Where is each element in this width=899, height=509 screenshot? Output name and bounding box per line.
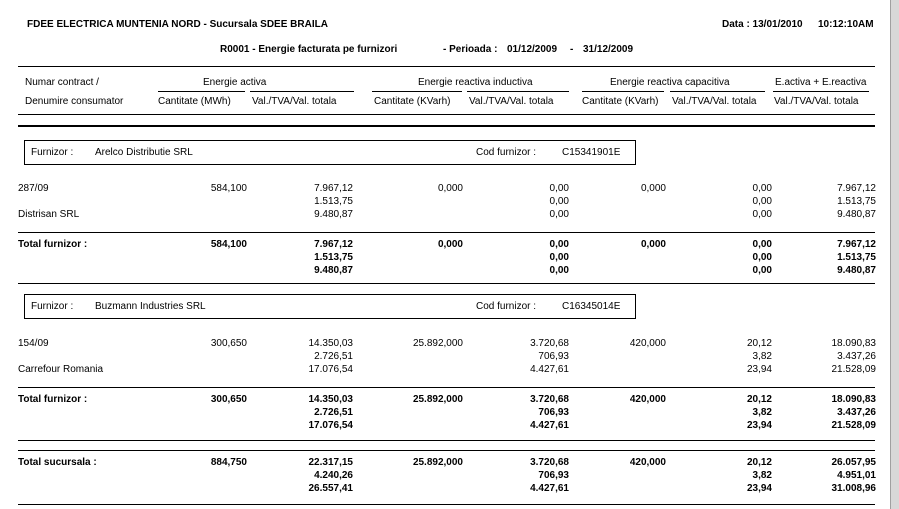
supplier-code-label: Cod furnizor : <box>476 301 537 312</box>
subtotal-inductive-total: 0,00 <box>549 265 569 276</box>
supplier-box-1 <box>24 140 636 165</box>
branch-total-label: Total sucursala : <box>18 457 97 468</box>
qty-inductive: 25.892,000 <box>412 338 463 349</box>
capacitive-vat: 3,82 <box>752 351 772 362</box>
capacitive-value: 20,12 <box>746 338 772 349</box>
branch-divider <box>18 450 875 451</box>
qty-capacitive: 0,000 <box>640 183 666 194</box>
branch-qty-inductive: 25.892,000 <box>412 457 463 468</box>
inductive-total: 4.427,61 <box>530 364 569 375</box>
qty-active: 584,100 <box>210 183 247 194</box>
subtotal-inductive-value: 0,00 <box>549 239 569 250</box>
branch-grand-vat: 4.951,01 <box>837 470 876 481</box>
period-separator: - <box>570 44 574 55</box>
supplier-name: Buzmann Industries SRL <box>95 301 206 312</box>
subtotal-capacitive-value: 0,00 <box>752 239 772 250</box>
inductive-value: 0,00 <box>549 183 569 194</box>
subtotal-divider <box>18 232 875 233</box>
branch-active-vat: 4.240,26 <box>314 470 353 481</box>
column-group-total: E.activa + E.reactiva <box>775 77 867 88</box>
branch-active-value: 22.317,15 <box>308 457 353 468</box>
subtotal-active-vat: 2.726,51 <box>314 407 353 418</box>
supplier-code: C16345014E <box>562 301 621 312</box>
subtotal-inductive-value: 3.720,68 <box>530 394 569 405</box>
underline-qty-capacitive <box>582 91 664 92</box>
report-title: R0001 - Energie facturata pe furnizori <box>220 44 398 55</box>
column-group-active: Energie activa <box>203 77 267 88</box>
supplier-name: Arelco Distributie SRL <box>95 147 193 158</box>
underline-val-total <box>773 91 869 92</box>
subtotal-grand-total: 9.480,87 <box>837 265 876 276</box>
underline-qty-inductive <box>372 91 462 92</box>
column-group-inductive: Energie reactiva inductiva <box>418 77 533 88</box>
column-qty-capacitive: Cantitate (KVarh) <box>582 96 659 107</box>
subtotal-active-total: 9.480,87 <box>314 265 353 276</box>
supplier-code: C15341901E <box>562 147 621 158</box>
underline-val-inductive <box>467 91 569 92</box>
capacitive-vat: 0,00 <box>752 196 772 207</box>
subtotal-qty-active: 300,650 <box>210 394 247 405</box>
subtotal-capacitive-total: 23,94 <box>746 420 772 431</box>
qty-active: 300,650 <box>210 338 247 349</box>
qty-capacitive: 420,000 <box>629 338 666 349</box>
consumer-name: Distrisan SRL <box>18 209 80 220</box>
inductive-total: 0,00 <box>549 209 569 220</box>
branch-divider-top <box>18 440 875 441</box>
period-to: 31/12/2009 <box>583 44 634 55</box>
underline-val-active <box>250 91 354 92</box>
branch-inductive-total: 4.427,61 <box>530 483 569 494</box>
branch-inductive-value: 3.720,68 <box>530 457 569 468</box>
capacitive-total: 23,94 <box>746 364 772 375</box>
supplier-label: Furnizor : <box>31 147 74 158</box>
section-divider <box>18 283 875 284</box>
column-val-total: Val./TVA/Val. totala <box>774 96 859 107</box>
branch-active-total: 26.557,41 <box>308 483 353 494</box>
subtotal-grand-value: 7.967,12 <box>837 239 876 250</box>
subtotal-qty-capacitive: 0,000 <box>640 239 666 250</box>
subtotal-capacitive-vat: 3,82 <box>752 407 772 418</box>
subtotal-qty-inductive: 25.892,000 <box>412 394 463 405</box>
branch-inductive-vat: 706,93 <box>538 470 569 481</box>
subtotal-grand-value: 18.090,83 <box>831 394 876 405</box>
inductive-value: 3.720,68 <box>530 338 569 349</box>
column-val-inductive: Val./TVA/Val. totala <box>469 96 554 107</box>
consumer-name: Carrefour Romania <box>18 364 104 375</box>
grand-vat: 3.437,26 <box>837 351 876 362</box>
subtotal-qty-inductive: 0,000 <box>437 239 463 250</box>
report-date: Data : 13/01/2010 <box>722 19 803 30</box>
branch-capacitive-total: 23,94 <box>746 483 772 494</box>
active-vat: 1.513,75 <box>314 196 353 207</box>
subtotal-inductive-vat: 0,00 <box>549 252 569 263</box>
branch-grand-total: 31.008,96 <box>831 483 876 494</box>
active-total: 17.076,54 <box>308 364 353 375</box>
column-header-divider <box>18 114 875 115</box>
subtotal-active-vat: 1.513,75 <box>314 252 353 263</box>
column-qty-inductive: Cantitate (KVarh) <box>374 96 451 107</box>
column-val-capacitive: Val./TVA/Val. totala <box>672 96 757 107</box>
column-consumer: Denumire consumator <box>25 96 124 107</box>
branch-capacitive-value: 20,12 <box>746 457 772 468</box>
supplier-box-2 <box>24 294 636 319</box>
qty-inductive: 0,000 <box>437 183 463 194</box>
active-value: 14.350,03 <box>308 338 353 349</box>
branch-grand-value: 26.057,95 <box>831 457 876 468</box>
capacitive-total: 0,00 <box>752 209 772 220</box>
supplier-label: Furnizor : <box>31 301 74 312</box>
branch-capacitive-vat: 3,82 <box>752 470 772 481</box>
grand-total: 9.480,87 <box>837 209 876 220</box>
capacitive-value: 0,00 <box>752 183 772 194</box>
column-header-bottom-rule <box>18 125 875 127</box>
contract-number: 154/09 <box>18 338 49 349</box>
supplier-code-label: Cod furnizor : <box>476 147 537 158</box>
header-divider <box>18 66 875 67</box>
column-contract: Numar contract / <box>25 77 99 88</box>
branch-qty-active: 884,750 <box>210 457 247 468</box>
grand-vat: 1.513,75 <box>837 196 876 207</box>
contract-number: 287/09 <box>18 183 49 194</box>
subtotal-label: Total furnizor : <box>18 239 88 250</box>
subtotal-qty-active: 584,100 <box>210 239 247 250</box>
report-time: 10:12:10AM <box>818 19 874 30</box>
column-group-capacitive: Energie reactiva capacitiva <box>610 77 730 88</box>
active-vat: 2.726,51 <box>314 351 353 362</box>
period-from: 01/12/2009 <box>507 44 558 55</box>
active-value: 7.967,12 <box>314 183 353 194</box>
inductive-vat: 706,93 <box>538 351 569 362</box>
vertical-scrollbar[interactable] <box>890 0 899 509</box>
subtotal-inductive-vat: 706,93 <box>538 407 569 418</box>
subtotal-divider <box>18 387 875 388</box>
column-qty-active: Cantitate (MWh) <box>158 96 231 107</box>
subtotal-grand-vat: 3.437,26 <box>837 407 876 418</box>
grand-value: 7.967,12 <box>837 183 876 194</box>
subtotal-active-total: 17.076,54 <box>308 420 353 431</box>
company-title: FDEE ELECTRICA MUNTENIA NORD - Sucursala SDEE BRAILA <box>27 19 328 30</box>
active-total: 9.480,87 <box>314 209 353 220</box>
branch-qty-capacitive: 420,000 <box>629 457 666 468</box>
subtotal-active-value: 7.967,12 <box>314 239 353 250</box>
subtotal-qty-capacitive: 420,000 <box>629 394 666 405</box>
grand-value: 18.090,83 <box>831 338 876 349</box>
subtotal-capacitive-vat: 0,00 <box>752 252 772 263</box>
period-label: - Perioada : <box>443 44 498 55</box>
column-val-active: Val./TVA/Val. totala <box>252 96 337 107</box>
subtotal-inductive-total: 4.427,61 <box>530 420 569 431</box>
subtotal-capacitive-value: 20,12 <box>746 394 772 405</box>
underline-qty-active <box>158 91 245 92</box>
subtotal-capacitive-total: 0,00 <box>752 265 772 276</box>
inductive-vat: 0,00 <box>549 196 569 207</box>
subtotal-grand-total: 21.528,09 <box>831 420 876 431</box>
report-bottom-rule <box>18 504 875 505</box>
grand-total: 21.528,09 <box>831 364 876 375</box>
subtotal-active-value: 14.350,03 <box>308 394 353 405</box>
underline-val-capacitive <box>670 91 765 92</box>
subtotal-label: Total furnizor : <box>18 394 88 405</box>
subtotal-grand-vat: 1.513,75 <box>837 252 876 263</box>
